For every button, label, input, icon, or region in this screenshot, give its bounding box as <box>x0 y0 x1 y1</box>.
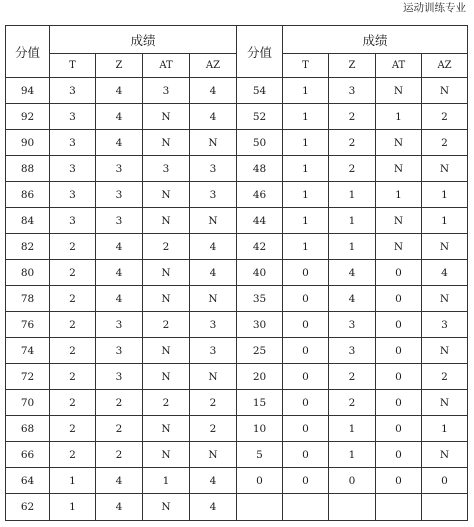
score-cell: 35 <box>237 286 283 312</box>
t-cell: 0 <box>283 442 329 468</box>
score-cell: 54 <box>237 78 283 104</box>
az-cell: N <box>190 364 237 390</box>
table-row <box>6 468 468 494</box>
az-cell: N <box>190 286 237 312</box>
score-cell: 50 <box>237 130 283 156</box>
z-cell: 1 <box>329 416 376 442</box>
t-cell: 2 <box>50 338 96 364</box>
z-cell: 2 <box>96 442 143 468</box>
at-cell <box>376 494 422 521</box>
z-cell: 3 <box>96 156 143 182</box>
at-cell: 0 <box>376 416 422 442</box>
at-cell: N <box>376 78 422 104</box>
score-cell: 64 <box>6 468 50 494</box>
az-cell: 3 <box>190 156 237 182</box>
az-cell: 2 <box>422 130 468 156</box>
score-cell: 76 <box>6 312 50 338</box>
t-cell: 1 <box>50 494 96 521</box>
at-cell: N <box>376 208 422 234</box>
z-cell: 4 <box>96 234 143 260</box>
t-cell: 0 <box>283 390 329 416</box>
score-cell: 84 <box>6 208 50 234</box>
t-cell: 3 <box>50 182 96 208</box>
t-cell: 3 <box>50 156 96 182</box>
score-cell: 80 <box>6 260 50 286</box>
az-cell: N <box>190 130 237 156</box>
t-cell: 1 <box>283 182 329 208</box>
table-row <box>6 104 468 130</box>
at-cell: N <box>143 104 190 130</box>
z-cell: 3 <box>329 338 376 364</box>
at-cell: 2 <box>143 390 190 416</box>
az-cell: 0 <box>422 468 468 494</box>
at-cell: N <box>143 338 190 364</box>
z-cell: 3 <box>96 182 143 208</box>
z-cell: 4 <box>96 130 143 156</box>
t-cell: 0 <box>283 286 329 312</box>
az-cell: 3 <box>190 312 237 338</box>
results-group-header: 成绩 <box>50 26 237 54</box>
t-cell: 1 <box>50 468 96 494</box>
az-cell: N <box>422 286 468 312</box>
at-cell: 0 <box>376 312 422 338</box>
t-cell: 2 <box>50 390 96 416</box>
score-cell: 44 <box>237 208 283 234</box>
az-cell <box>422 494 468 521</box>
at-cell: 0 <box>376 442 422 468</box>
z-cell: 4 <box>96 468 143 494</box>
at-cell: 0 <box>376 338 422 364</box>
score-cell: 92 <box>6 104 50 130</box>
subheader-z: Z <box>96 54 143 78</box>
at-cell: N <box>143 260 190 286</box>
at-cell: N <box>143 494 190 521</box>
score-cell: 86 <box>6 182 50 208</box>
t-cell <box>283 494 329 521</box>
z-cell: 2 <box>96 416 143 442</box>
z-cell: 4 <box>329 286 376 312</box>
az-cell: N <box>190 208 237 234</box>
table-row <box>6 494 468 521</box>
table-row <box>6 338 468 364</box>
score-cell: 90 <box>6 130 50 156</box>
score-cell: 25 <box>237 338 283 364</box>
az-cell: 4 <box>190 468 237 494</box>
at-cell: 0 <box>376 364 422 390</box>
t-cell: 2 <box>50 312 96 338</box>
z-cell: 0 <box>329 468 376 494</box>
t-cell: 0 <box>283 468 329 494</box>
score-cell: 46 <box>237 182 283 208</box>
table-row <box>6 234 468 260</box>
at-cell: N <box>376 234 422 260</box>
subheader-az: AZ <box>422 54 468 78</box>
t-cell: 1 <box>283 104 329 130</box>
table-row <box>6 156 468 182</box>
score-cell: 74 <box>6 338 50 364</box>
az-cell: 4 <box>190 104 237 130</box>
z-cell: 2 <box>96 390 143 416</box>
at-cell: N <box>143 416 190 442</box>
at-cell: N <box>376 156 422 182</box>
at-cell: N <box>376 130 422 156</box>
score-cell: 5 <box>237 442 283 468</box>
z-cell: 4 <box>96 260 143 286</box>
score-cell: 10 <box>237 416 283 442</box>
z-cell: 1 <box>329 442 376 468</box>
table-body <box>6 78 468 521</box>
subheader-z: Z <box>329 54 376 78</box>
score-cell: 82 <box>6 234 50 260</box>
t-cell: 2 <box>50 442 96 468</box>
t-cell: 1 <box>283 156 329 182</box>
z-cell: 1 <box>329 234 376 260</box>
at-cell: 0 <box>376 390 422 416</box>
score-cell: 42 <box>237 234 283 260</box>
z-cell: 1 <box>329 182 376 208</box>
t-cell: 2 <box>50 416 96 442</box>
score-cell: 88 <box>6 156 50 182</box>
score-cell: 15 <box>237 390 283 416</box>
results-group-header: 成绩 <box>283 26 468 54</box>
az-cell: 4 <box>190 234 237 260</box>
z-cell: 3 <box>96 364 143 390</box>
az-cell: 3 <box>422 312 468 338</box>
score-cell: 62 <box>6 494 50 521</box>
az-cell: N <box>422 234 468 260</box>
score-cell: 40 <box>237 260 283 286</box>
az-cell: 1 <box>422 182 468 208</box>
z-cell: 2 <box>329 390 376 416</box>
at-cell: N <box>143 182 190 208</box>
table-row <box>6 130 468 156</box>
az-cell: 1 <box>422 416 468 442</box>
z-cell: 4 <box>329 260 376 286</box>
at-cell: 1 <box>376 182 422 208</box>
z-cell: 1 <box>329 208 376 234</box>
az-cell: 4 <box>190 494 237 521</box>
t-cell: 2 <box>50 364 96 390</box>
t-cell: 3 <box>50 130 96 156</box>
subheader-t: T <box>283 54 329 78</box>
table-row <box>6 260 468 286</box>
score-cell: 94 <box>6 78 50 104</box>
z-cell: 2 <box>329 130 376 156</box>
at-cell: 2 <box>143 234 190 260</box>
score-cell <box>237 494 283 521</box>
az-cell: 2 <box>422 104 468 130</box>
z-cell: 3 <box>96 208 143 234</box>
z-cell: 3 <box>96 338 143 364</box>
table-row <box>6 182 468 208</box>
t-cell: 0 <box>283 416 329 442</box>
t-cell: 1 <box>283 208 329 234</box>
table-row <box>6 208 468 234</box>
score-cell: 72 <box>6 364 50 390</box>
az-cell: N <box>422 390 468 416</box>
subheader-at: AT <box>376 54 422 78</box>
t-cell: 1 <box>283 78 329 104</box>
az-cell: 3 <box>190 338 237 364</box>
table-row <box>6 286 468 312</box>
t-cell: 3 <box>50 104 96 130</box>
score-cell: 48 <box>237 156 283 182</box>
table-row <box>6 390 468 416</box>
score-column-header: 分值 <box>237 26 283 78</box>
at-cell: N <box>143 364 190 390</box>
z-cell: 3 <box>329 78 376 104</box>
table-row <box>6 312 468 338</box>
z-cell: 4 <box>96 78 143 104</box>
t-cell: 0 <box>283 312 329 338</box>
at-cell: 1 <box>376 104 422 130</box>
table-row <box>6 364 468 390</box>
az-cell: N <box>422 338 468 364</box>
az-cell: 4 <box>190 260 237 286</box>
az-cell: 4 <box>422 260 468 286</box>
az-cell: 2 <box>422 364 468 390</box>
score-cell: 78 <box>6 286 50 312</box>
at-cell: 1 <box>143 468 190 494</box>
at-cell: N <box>143 442 190 468</box>
score-cell: 52 <box>237 104 283 130</box>
az-cell: 3 <box>190 182 237 208</box>
az-cell: 1 <box>422 208 468 234</box>
table-row <box>6 416 468 442</box>
z-cell: 3 <box>329 312 376 338</box>
t-cell: 2 <box>50 234 96 260</box>
score-cell: 68 <box>6 416 50 442</box>
t-cell: 1 <box>283 234 329 260</box>
az-cell: 2 <box>190 416 237 442</box>
az-cell: 2 <box>190 390 237 416</box>
t-cell: 3 <box>50 78 96 104</box>
score-cell: 30 <box>237 312 283 338</box>
score-cell: 66 <box>6 442 50 468</box>
subheader-t: T <box>50 54 96 78</box>
t-cell: 3 <box>50 208 96 234</box>
at-cell: 0 <box>376 468 422 494</box>
subheader-at: AT <box>143 54 190 78</box>
at-cell: 3 <box>143 156 190 182</box>
z-cell: 3 <box>96 312 143 338</box>
z-cell: 4 <box>96 286 143 312</box>
at-cell: N <box>143 208 190 234</box>
z-cell: 2 <box>329 104 376 130</box>
z-cell: 4 <box>96 104 143 130</box>
running-head: 运动训练专业 <box>403 2 466 14</box>
t-cell: 0 <box>283 260 329 286</box>
score-cell: 70 <box>6 390 50 416</box>
at-cell: N <box>143 130 190 156</box>
subheader-az: AZ <box>190 54 237 78</box>
table-row <box>6 442 468 468</box>
table-row <box>6 78 468 104</box>
az-cell: N <box>422 442 468 468</box>
t-cell: 0 <box>283 364 329 390</box>
z-cell <box>329 494 376 521</box>
t-cell: 2 <box>50 286 96 312</box>
t-cell: 1 <box>283 130 329 156</box>
table-header-row <box>6 26 468 54</box>
at-cell: 0 <box>376 260 422 286</box>
az-cell: N <box>190 442 237 468</box>
at-cell: 0 <box>376 286 422 312</box>
score-column-header: 分值 <box>6 26 50 78</box>
az-cell: 4 <box>190 78 237 104</box>
at-cell: 2 <box>143 312 190 338</box>
az-cell: N <box>422 156 468 182</box>
score-table <box>5 25 468 521</box>
score-cell: 20 <box>237 364 283 390</box>
z-cell: 4 <box>96 494 143 521</box>
z-cell: 2 <box>329 156 376 182</box>
at-cell: 3 <box>143 78 190 104</box>
at-cell: N <box>143 286 190 312</box>
t-cell: 2 <box>50 260 96 286</box>
z-cell: 2 <box>329 364 376 390</box>
t-cell: 0 <box>283 338 329 364</box>
az-cell: N <box>422 78 468 104</box>
score-cell: 0 <box>237 468 283 494</box>
